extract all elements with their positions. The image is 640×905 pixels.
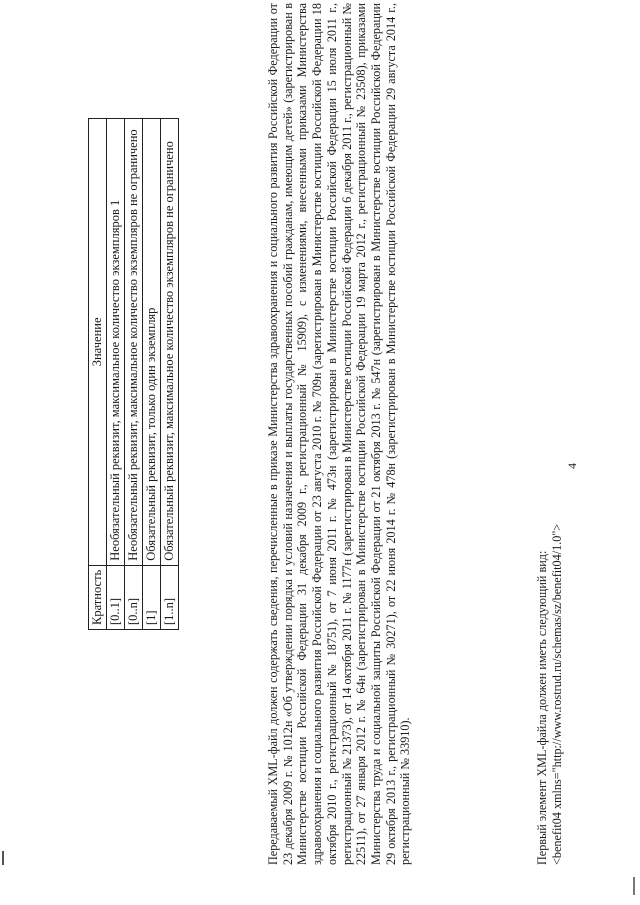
table-row xyxy=(107,119,125,630)
first-element-block xyxy=(535,5,564,865)
scan-mark xyxy=(2,851,4,865)
table-row xyxy=(143,119,161,630)
cell-multiplicity: [1] xyxy=(143,565,161,629)
multiplicity-table xyxy=(88,118,179,630)
header-value: Значение xyxy=(89,119,107,566)
page-number: 4 xyxy=(565,463,579,469)
cell-value: Необязательный реквизит, максимальное количество экземпляров 1 xyxy=(107,119,125,566)
cell-value: Обязательный реквизит, только один экземпляр xyxy=(143,119,161,566)
cell-multiplicity: [0..n] xyxy=(125,565,143,629)
first-element-intro: Первый элемент XML-файла должен иметь следующий вид: xyxy=(535,550,549,865)
cell-multiplicity: [0..1] xyxy=(107,565,125,629)
table-header-row xyxy=(89,119,107,630)
cell-value: Обязательный реквизит, максимальное количество экземпляров не ограничено xyxy=(161,119,179,566)
body-paragraph: Передаваемый XML-файл должен содержать сведения, перечисленные в приказе Министерства здравоохранения и социального развития Российской Федерации от 23 декабря 2009 г. № 1012н «Об утверждении порядка и условий назначения и выплаты государственных пособий гражданам, имеющим детей» (зарегистрирован в Министерстве юстиции Российской Федерации 31 декабря 2009 г., регистрационный № 15909), с изменениями, внесенными приказами Министерства здравоохранения и социального развития Российской Федерации от 23 августа 2010 г. № 709н (зарегистрирован в Министерстве юстиции Российской Федерации 18 октября 2010 г., регистрационный № 18751), от 7 июня 2011 г. № 473н (зарегистрирован в Министерстве юстиции Российской Федерации 15 июля 2011 г., регистрационный № 21373), от 14 октября 2011 г. № 1177н (зарегистрирован в Министерстве юстиции Российской Федерации 6 декабря 2011 г., регистрационный № 22511), от 27 января 2012 г. № 64н (зарегистрирован в Министерстве юстиции Российской Федерации 19 марта 2012 г., регистрационный № 23508), приказами Министерства труда и социальной защиты Российской Федерации от 21 октября 2013 г. № 547н (зарегистрирован в Министерстве юстиции Российской Федерации 29 октября 2013 г., регистрационный № 30271), от 22 июня 2014 г. № 478н (зарегистрирован в Министерстве юстиции Российской Федерации 29 августа 2014 г., регистрационный № 33910). xyxy=(266,3,413,865)
table-row xyxy=(125,119,143,630)
header-multiplicity: Кратность xyxy=(89,565,107,629)
cell-value: Необязательный реквизит, максимальное количество экземпляров не ограничено xyxy=(125,119,143,566)
scan-mark xyxy=(633,877,635,895)
table-row xyxy=(161,119,179,630)
first-element-code: <benefit04 xmlns="http://www.rostrud.ru/schemas/sz/benefit04/1.0"> xyxy=(549,523,564,865)
cell-multiplicity: [1..n] xyxy=(161,565,179,629)
